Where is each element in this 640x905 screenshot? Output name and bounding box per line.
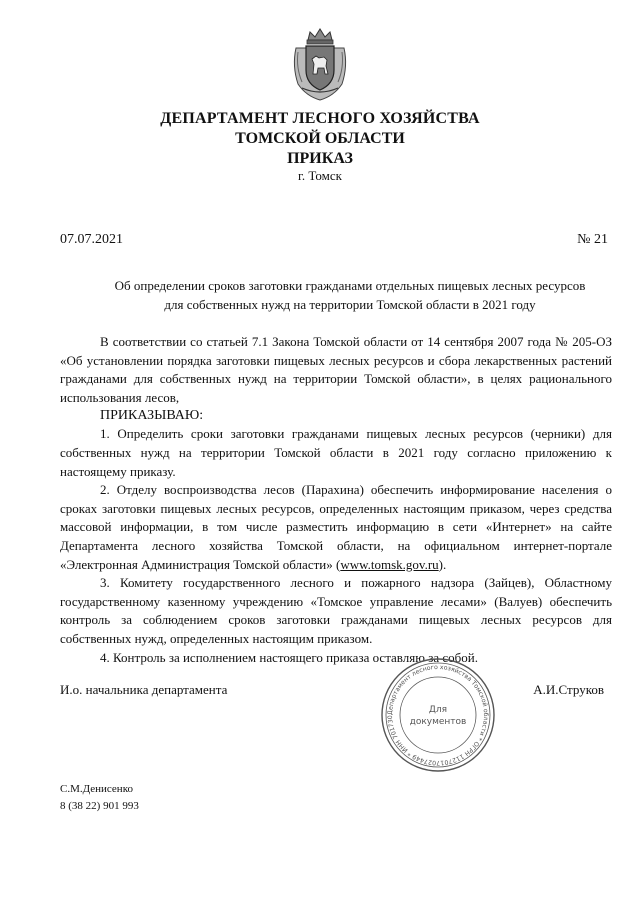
department-title: ДЕПАРТАМЕНТ ЛЕСНОГО ХОЗЯЙСТВА: [160, 110, 480, 127]
document-type-title: ПРИКАЗ: [287, 150, 353, 167]
executor-phone: 8 (38 22) 901 993: [60, 800, 139, 812]
preamble-paragraph: В соответствии со статьей 7.1 Закона Томской области от 14 сентября 2007 года № 205-ОЗ «Об установлении порядка заготовки пищевых лесных ресурсов и сбора лекарственных растений гражданами для собственных нужд на территории Томской области», в целях рационального использования лесов,: [60, 334, 612, 405]
executor-name: С.М.Денисенко: [60, 783, 133, 795]
order-item-2: [60, 481, 612, 574]
order-item-4: 4. Контроль за исполнением настоящего приказа оставляю за собой.: [100, 649, 478, 665]
subject-line-2: для собственных нужд на территории Томской области в 2021 году: [164, 297, 536, 312]
order-item-3: 3. Комитету государственного лесного и пожарного надзора (Зайцев), Областному государственному казенному учреждению «Томское управление лесами» (Валуев) обеспечить контроль за соблюдением сроков заготовки гражданами пищевых лесных ресурсов для собственных нужд, определенных настоящим приказом.: [60, 575, 612, 646]
website-link[interactable]: www.tomsk.gov.ru: [340, 556, 439, 572]
document-body: [60, 333, 612, 667]
stamp-center-text-2: документов: [409, 717, 467, 727]
order-item-1: 1. Определить сроки заготовки гражданами пищевых лесных ресурсов (черники) для собственных нужд на территории Томской области в 2021 году согласно приложению к настоящему приказу.: [60, 426, 612, 479]
signatory-name: А.И.Струков: [533, 682, 604, 697]
document-number: № 21: [577, 232, 608, 247]
signatory-role: И.о. начальника департамента: [60, 682, 228, 697]
city-label: г. Томск: [298, 168, 342, 183]
order-keyword: ПРИКАЗЫВАЮ:: [100, 408, 204, 424]
region-title: ТОМСКОЙ ОБЛАСТИ: [235, 130, 405, 147]
document-subject: [80, 276, 620, 314]
order-item-2-end: ).: [438, 556, 447, 572]
official-stamp: [378, 655, 498, 775]
order-item-2-text: 2. Отделу воспроизводства лесов (Парахина) обеспечить информирование населения о сроках заготовки пищевых лесных ресурсов, определенных настоящим приказом, через средства массовой информации, в том числе разместить информацию в сети «Интернет» на сайте Департамента лесного хозяйства Томской области, на официальном интернет-портале «Электронная Администрация Томской области» (: [60, 482, 612, 572]
coat-of-arms-emblem: [288, 26, 352, 102]
stamp-ring-text: Департамент лесного хозяйства Томской области * ОГРН 1127017027449 * ИНН 701730: [386, 663, 490, 767]
subject-line-1: Об определении сроков заготовки гражданами отдельных пищевых лесных ресурсов: [114, 278, 586, 293]
document-date: 07.07.2021: [60, 232, 123, 247]
stamp-center-text-1: Для: [428, 705, 448, 715]
